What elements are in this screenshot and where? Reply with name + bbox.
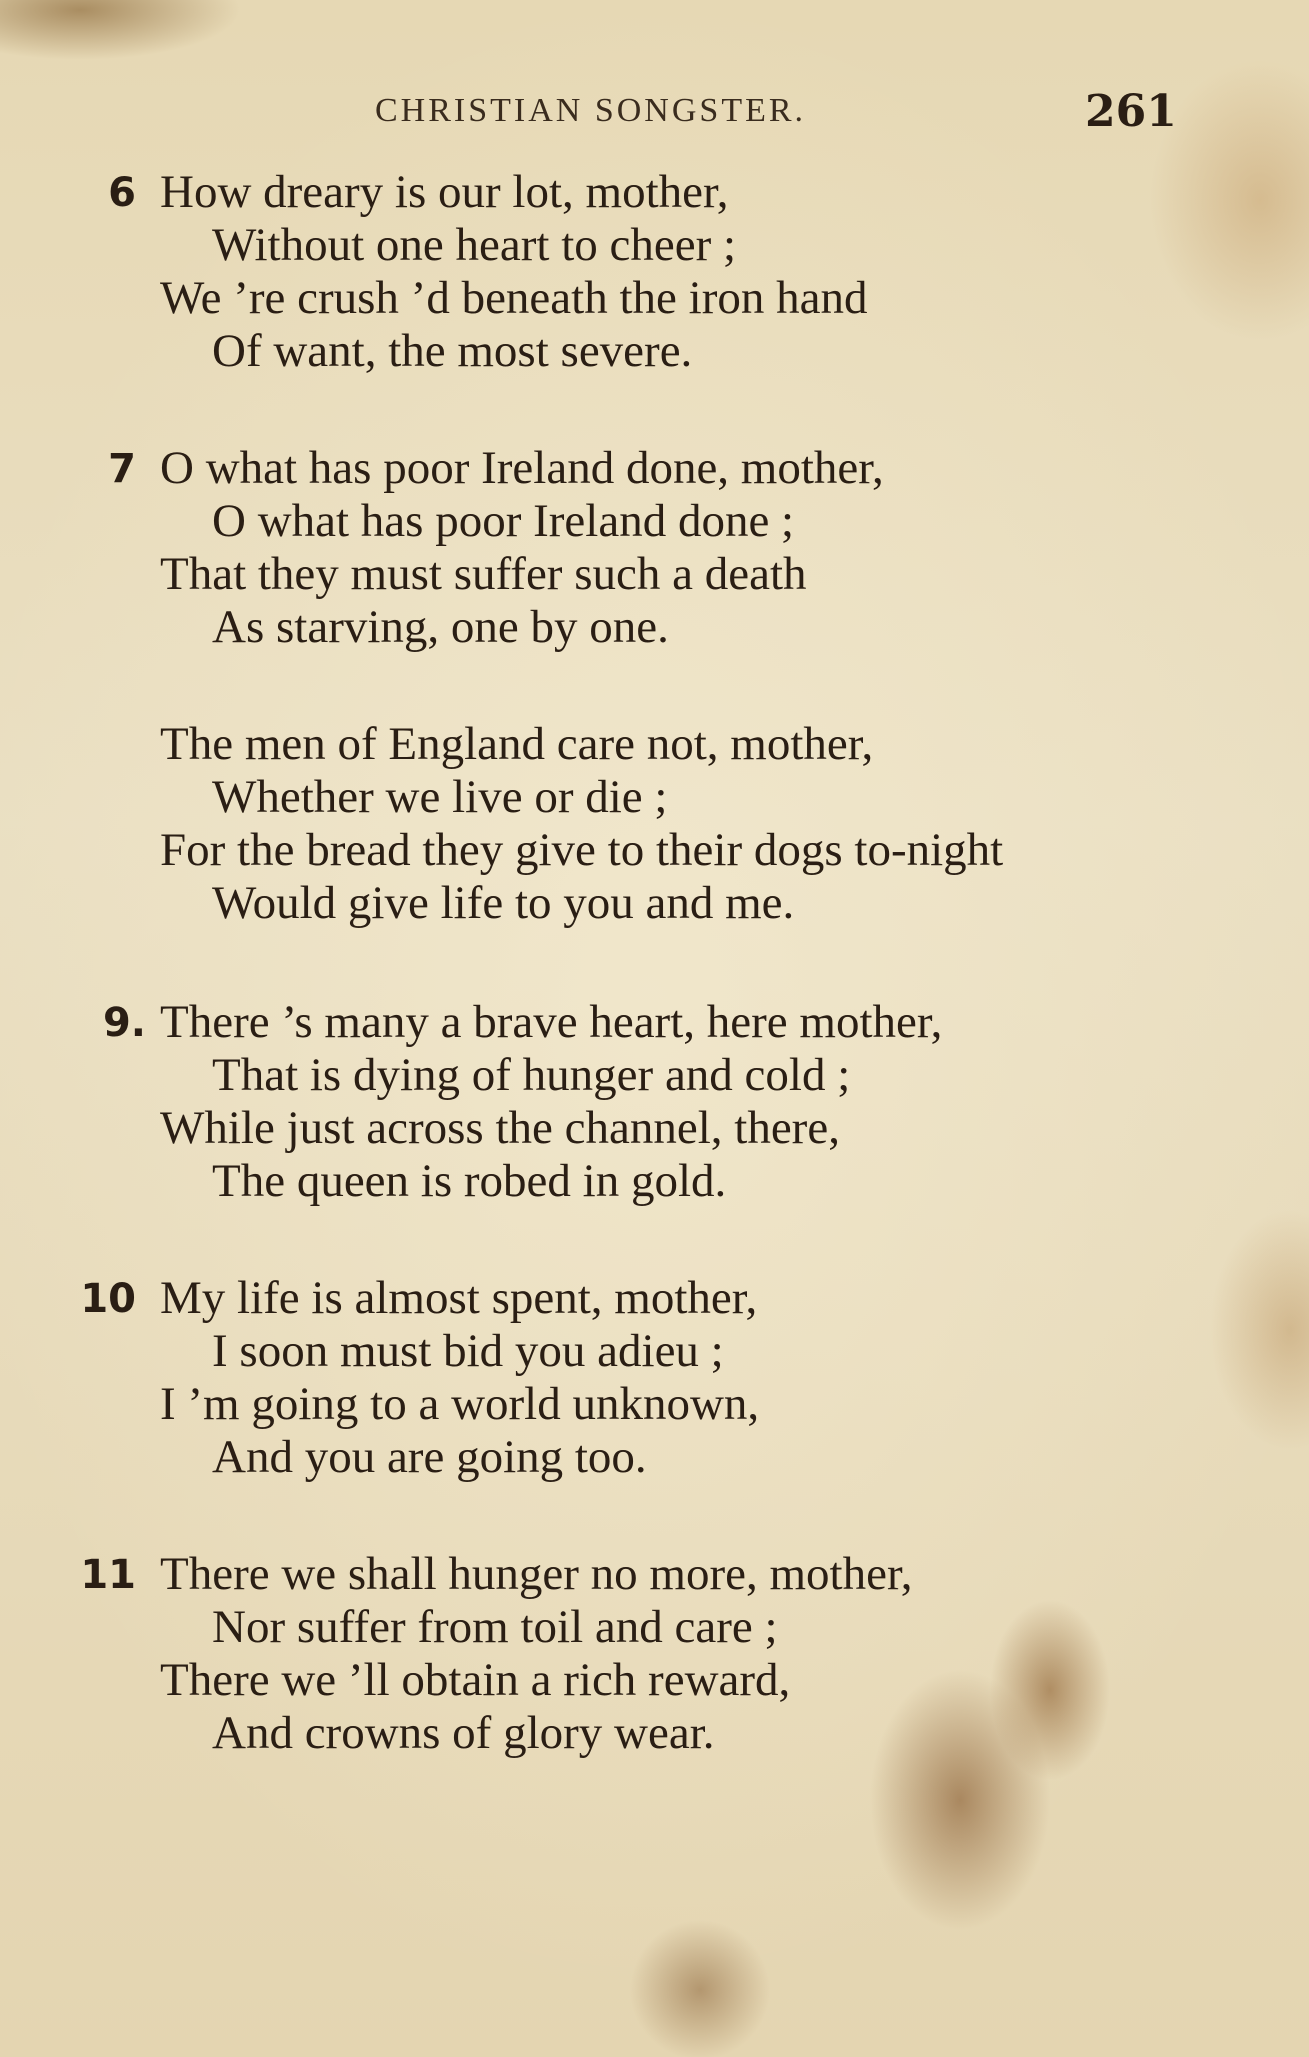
stanza-number: 10 (80, 1276, 136, 1322)
verse-line: Whether we live or die ; (212, 771, 668, 823)
stanza-number: 6 (108, 170, 136, 216)
verse-line: My life is almost spent, mother, (160, 1272, 758, 1324)
verse-line: There ’s many a brave heart, here mother, (160, 996, 943, 1048)
verse-line: For the bread they give to their dogs to-night (160, 824, 1004, 876)
page-header (0, 86, 1309, 142)
stanza-number: 11 (80, 1552, 136, 1598)
verse-line: I soon must bid you adieu ; (212, 1325, 724, 1377)
verse-line: Of want, the most severe. (212, 325, 693, 377)
verse-line: Would give life to you and me. (212, 877, 795, 929)
verse-line: The men of England care not, mother, (160, 718, 874, 770)
verse-line: How dreary is our lot, mother, (160, 166, 729, 218)
verse-line: O what has poor Ireland done ; (212, 495, 795, 547)
verse-line: There we ’ll obtain a rich reward, (160, 1654, 791, 1706)
verse-line: That is dying of hunger and cold ; (212, 1049, 851, 1101)
page-number: 261 (1085, 86, 1177, 137)
verse-line: And you are going too. (212, 1431, 647, 1483)
stanza-number: 9. (102, 1000, 146, 1046)
verse-line: There we shall hunger no more, mother, (160, 1548, 913, 1600)
verse-line: Nor suffer from toil and care ; (212, 1601, 778, 1653)
verse-line: We ’re crush ’d beneath the iron hand (160, 272, 868, 324)
verse-line: That they must suffer such a death (160, 548, 807, 600)
verse-line: O what has poor Ireland done, mother, (160, 442, 884, 494)
running-title: CHRISTIAN SONGSTER. (375, 92, 807, 129)
verse-line: Without one heart to cheer ; (212, 219, 737, 271)
verse-line: And crowns of glory wear. (212, 1707, 715, 1759)
verse-line: While just across the channel, there, (160, 1102, 840, 1154)
verse-line: The queen is robed in gold. (212, 1155, 727, 1207)
stanza-number: 7 (108, 446, 136, 492)
verse-line: I ’m going to a world unknown, (160, 1378, 760, 1430)
verse-line: As starving, one by one. (212, 601, 669, 653)
